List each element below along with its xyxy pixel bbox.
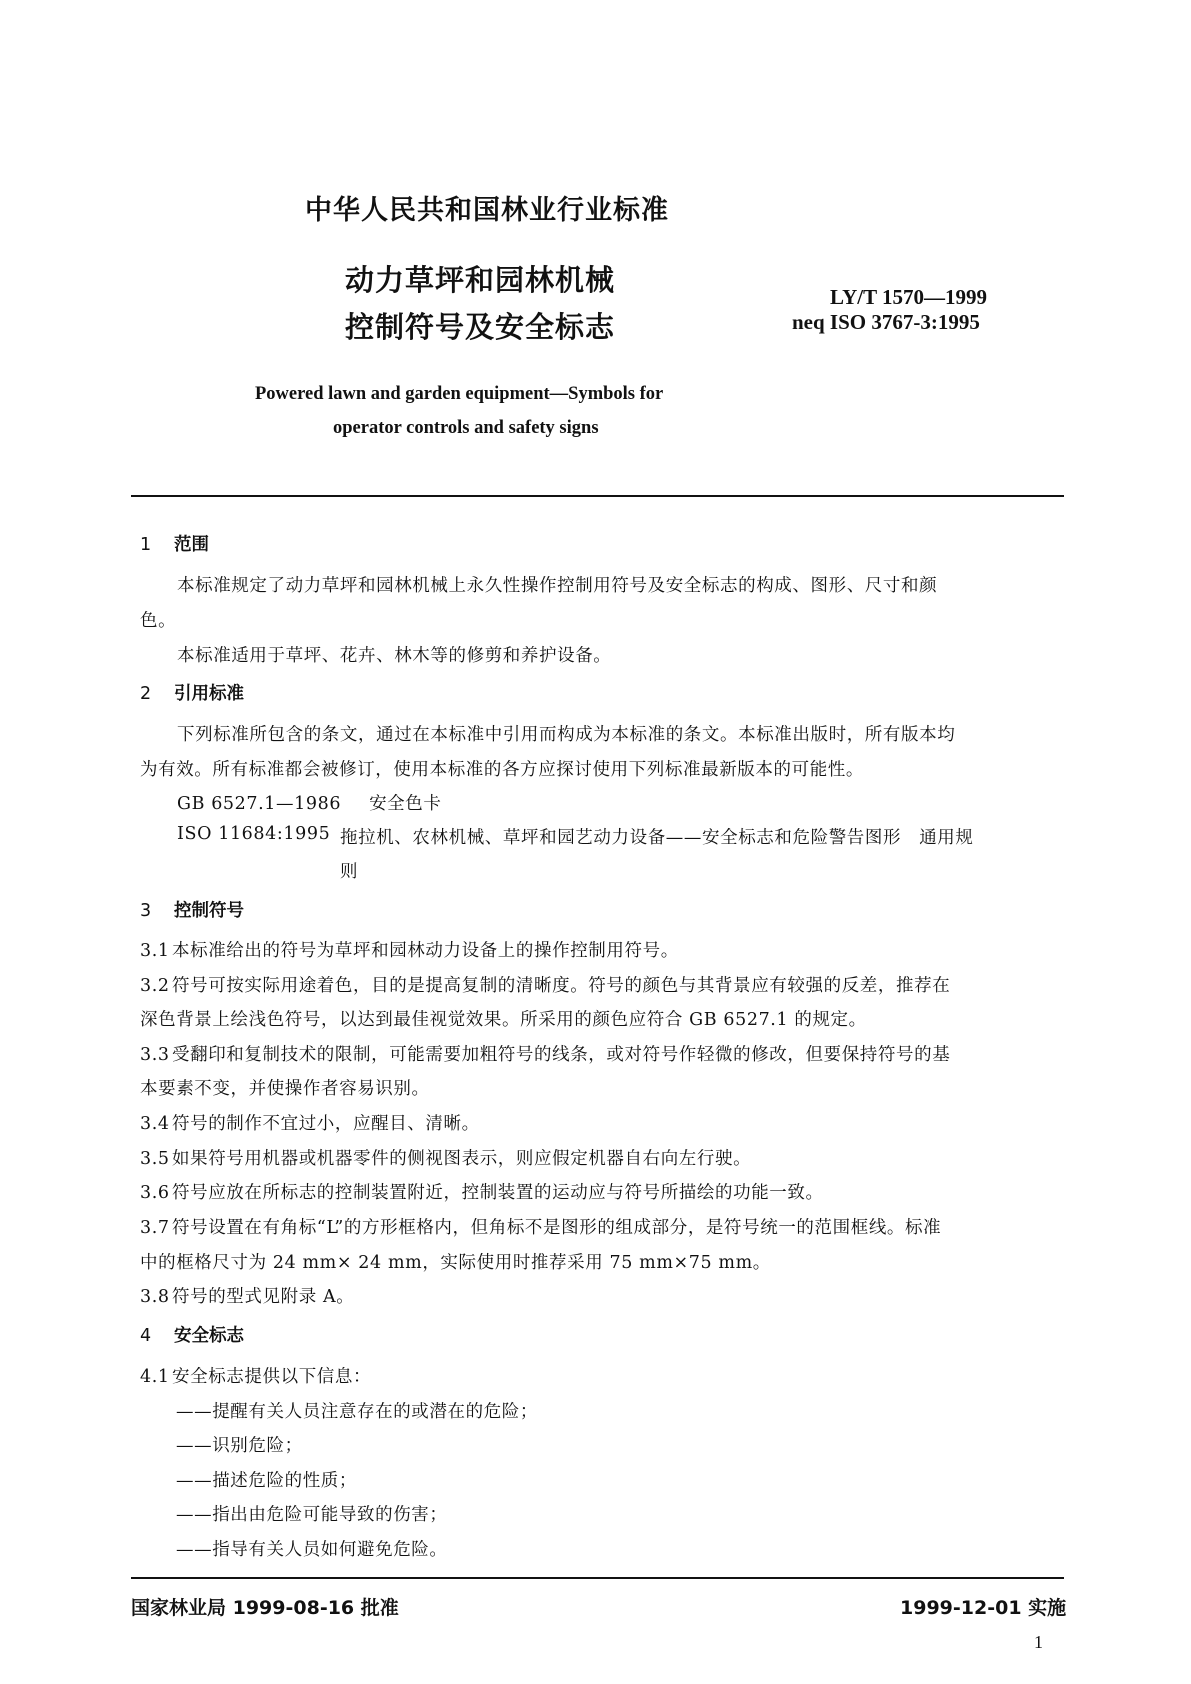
section-1-paragraph-2: 本标准适用于草坪、花卉、林木等的修剪和养护设备。 (177, 646, 612, 666)
clause-4-1: 4.1 安全标志提供以下信息： (140, 1367, 372, 1387)
section-title: 安全标志 (174, 1326, 244, 1346)
safety-info-item: ——识别危险； (176, 1436, 303, 1456)
effective-date: 1999-12-01 实施 (900, 1597, 1067, 1619)
section-title: 范围 (174, 535, 209, 555)
section-number: 3 (140, 901, 152, 921)
clause-3-2-cont: 深色背景上绘浅色符号，以达到最佳视觉效果。所采用的颜色应符合 GB 6527.1 的规定。 (140, 1010, 867, 1030)
clause-3-3-cont: 本要素不变，并使操作者容易识别。 (140, 1079, 430, 1099)
standard-category-title: 中华人民共和国林业行业标准 (305, 195, 669, 226)
section-2-paragraph: 下列标准所包含的条文，通过在本标准中引用而构成为本标准的条文。本标准出版时，所有版本均 (177, 725, 956, 745)
document-title-line-2: 控制符号及安全标志 (345, 310, 616, 344)
reference-iso-11684-title: 拖拉机、农林机械、草坪和园艺动力设备——安全标志和危险警告图形 通用规 (340, 828, 974, 848)
reference-gb-6527 (177, 790, 441, 815)
reference-title: 安全色卡 (369, 794, 442, 814)
reference-code: GB 6527.1—1986 (177, 794, 342, 814)
section-1-paragraph-1: 本标准规定了动力草坪和园林机械上永久性操作控制用符号及安全标志的构成、图形、尺寸和颜 (177, 576, 938, 596)
safety-info-item: ——提醒有关人员注意存在的或潜在的危险； (176, 1402, 538, 1422)
standard-code: LY/T 1570—1999 (830, 285, 987, 309)
equivalent-standard: neq ISO 3767-3:1995 (792, 310, 980, 334)
reference-iso-11684-code: ISO 11684:1995 (177, 824, 331, 844)
section-number: 2 (140, 684, 152, 704)
english-title-line-2: operator controls and safety signs (333, 418, 599, 438)
bottom-divider (131, 1577, 1064, 1579)
safety-info-item: ——描述危险的性质； (176, 1471, 357, 1491)
safety-info-item: ——指出由危险可能导致的伤害； (176, 1505, 448, 1525)
section-1-heading (140, 531, 209, 556)
section-2-paragraph-cont: 为有效。所有标准都会被修订，使用本标准的各方应探讨使用下列标准最新版本的可能性。 (140, 760, 864, 780)
clause-3-4: 3.4 符号的制作不宜过小，应醒目、清晰。 (140, 1114, 480, 1134)
clause-3-5: 3.5 如果符号用机器或机器零件的侧视图表示，则应假定机器自右向左行驶。 (140, 1149, 752, 1169)
section-2-heading (140, 680, 244, 705)
clause-3-8: 3.8 符号的型式见附录 A。 (140, 1287, 355, 1307)
section-number: 4 (140, 1326, 152, 1346)
approval-date: 国家林业局 1999-08-16 批准 (131, 1597, 399, 1619)
section-title: 控制符号 (174, 901, 244, 921)
clause-3-6: 3.6 符号应放在所标志的控制装置附近，控制装置的运动应与符号所描绘的功能一致。 (140, 1183, 824, 1203)
safety-info-item: ——指导有关人员如何避免危险。 (176, 1540, 448, 1560)
section-3-heading (140, 897, 244, 922)
section-title: 引用标准 (174, 684, 244, 704)
document-title-line-1: 动力草坪和园林机械 (345, 263, 616, 297)
section-1-paragraph-1-cont: 色。 (140, 611, 177, 631)
top-divider (131, 495, 1064, 497)
section-4-heading (140, 1322, 244, 1347)
clause-3-7: 3.7 符号设置在有角标“L”的方形框格内，但角标不是图形的组成部分，是符号统一的范围框线。标准 (140, 1218, 942, 1238)
clause-3-2: 3.2 符号可按实际用途着色，目的是提高复制的清晰度。符号的颜色与其背景应有较强的反差，推荐在 (140, 976, 951, 996)
clause-3-7-cont: 中的框格尺寸为 24 mm× 24 mm，实际使用时推荐采用 75 mm×75 mm。 (140, 1253, 771, 1273)
english-title-line-1: Powered lawn and garden equipment—Symbols for (255, 384, 664, 404)
page-number: 1 (1034, 1632, 1043, 1652)
reference-iso-11684-title-cont: 则 (340, 862, 359, 882)
clause-3-1: 3.1 本标准给出的符号为草坪和园林动力设备上的操作控制用符号。 (140, 941, 679, 961)
section-number: 1 (140, 535, 152, 555)
clause-3-3: 3.3 受翻印和复制技术的限制，可能需要加粗符号的线条，或对符号作轻微的修改，但要保持符号的基 (140, 1045, 951, 1065)
